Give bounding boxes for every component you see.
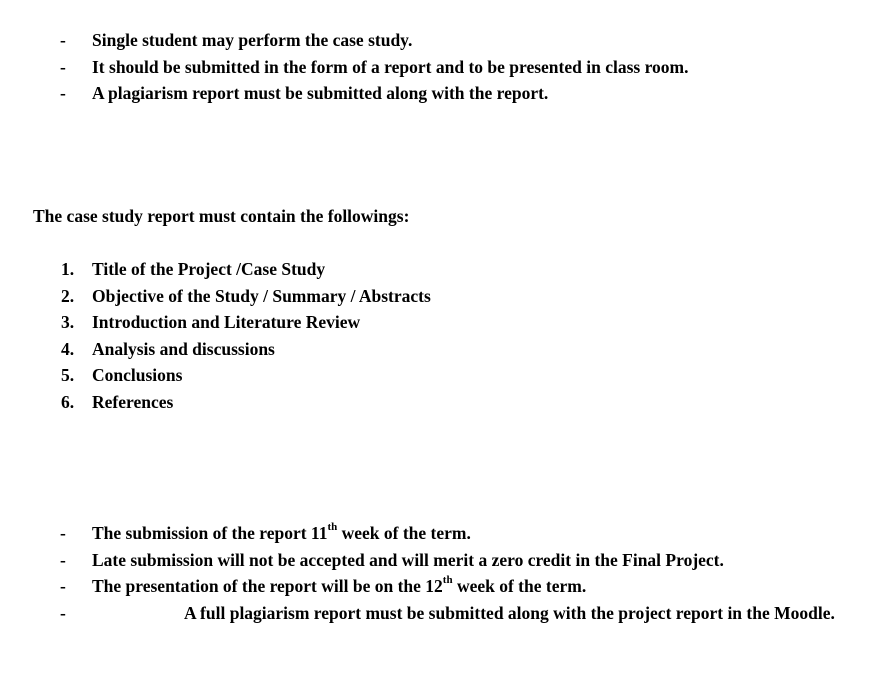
list-text: References — [92, 391, 174, 412]
bullet-text: Late submission will not be accepted and will merit a zero credit in the Final Project. — [92, 549, 724, 570]
bullet-dash: - — [60, 56, 66, 77]
list-item — [0, 362, 890, 389]
list-item — [0, 27, 890, 54]
top-bullet-list — [0, 27, 890, 107]
list-text: Conclusions — [92, 365, 183, 385]
bullet-text — [92, 573, 830, 600]
list-number: 1. — [61, 259, 75, 279]
bullet-dash: - — [60, 602, 66, 623]
list-item — [0, 256, 890, 283]
list-number: 2. — [61, 285, 75, 306]
list-text: Analysis and discussions — [92, 338, 275, 359]
contents-numbered-list — [0, 256, 890, 415]
bullet-dash: - — [60, 576, 66, 596]
list-item — [0, 547, 890, 574]
list-item — [0, 54, 890, 81]
list-number: 4. — [61, 338, 75, 359]
bullet-text: Single student may perform the case study. — [92, 30, 413, 50]
list-text: Introduction and Literature Review — [92, 312, 361, 332]
list-item — [0, 80, 890, 107]
bullet-dash: - — [60, 83, 66, 103]
contents-heading: The case study report must contain the followings: — [33, 206, 410, 226]
bullet-dash: - — [60, 523, 66, 543]
list-text: Objective of the Study / Summary / Abstracts — [92, 285, 431, 306]
bullet-dash: - — [60, 549, 66, 570]
submission-ordinal-suffix: th — [327, 521, 338, 534]
bullet-text: A plagiarism report must be submitted along with the report. — [92, 83, 549, 103]
bullet-text — [92, 520, 830, 547]
list-number: 5. — [61, 365, 75, 385]
presentation-text-before: The presentation of the report will be on the 12 — [92, 576, 443, 596]
bullet-dash: - — [60, 30, 66, 50]
presentation-text-after: week of the term. — [452, 576, 587, 596]
submission-text-before: The submission of the report 11 — [92, 523, 328, 543]
list-item — [0, 336, 890, 363]
list-item — [0, 389, 890, 416]
list-number: 6. — [61, 391, 75, 412]
list-text: Title of the Project /Case Study — [92, 259, 326, 279]
list-item — [0, 283, 890, 310]
list-number: 3. — [61, 312, 75, 332]
presentation-ordinal-suffix: th — [442, 574, 453, 587]
submission-text-after: week of the term. — [337, 523, 471, 543]
list-item — [0, 573, 890, 600]
bullet-text: A full plagiarism report must be submitted along with the project report in the Moodle. — [184, 602, 835, 623]
bullet-text: It should be submitted in the form of a report and to be presented in class room. — [92, 56, 689, 77]
list-item — [0, 309, 890, 336]
list-item — [0, 600, 890, 627]
bottom-bullet-list — [0, 520, 890, 626]
list-item — [0, 520, 890, 547]
